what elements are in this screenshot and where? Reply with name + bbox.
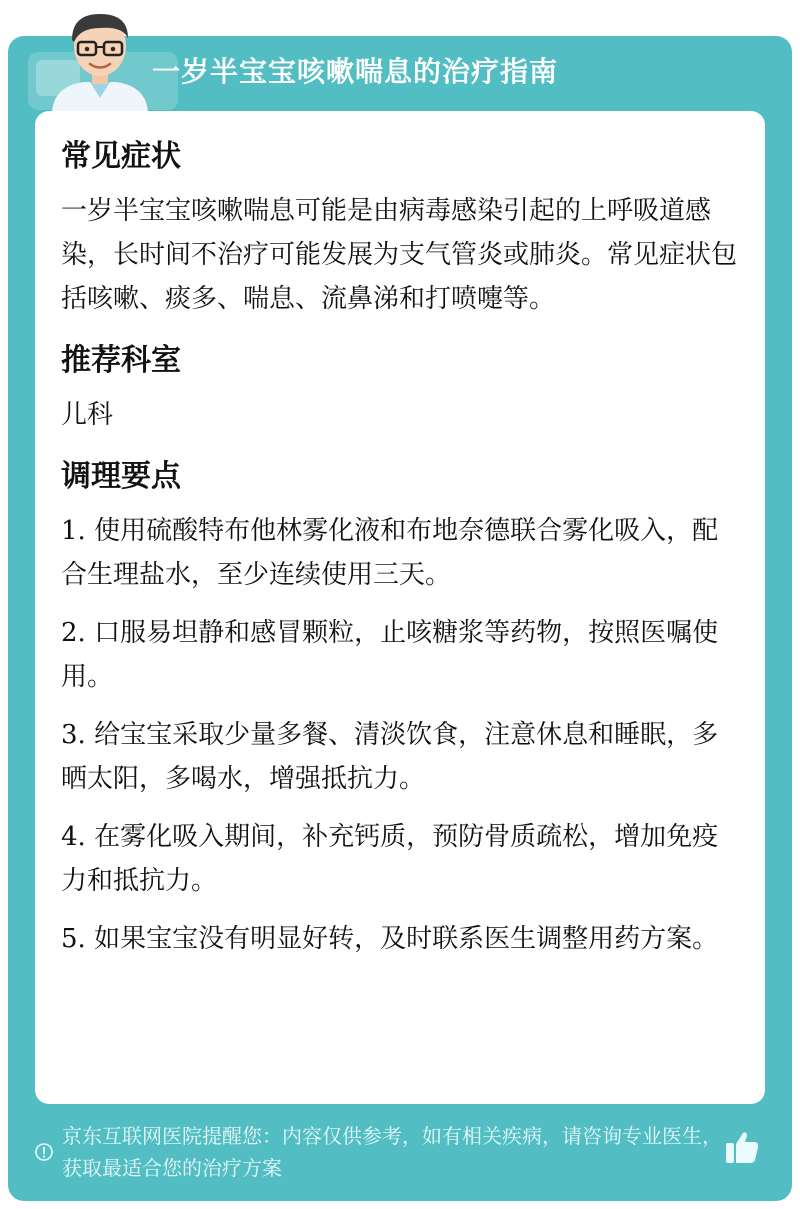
- care-item-text: 如果宝宝没有明显好转，及时联系医生调整用药方案。: [85, 924, 719, 954]
- department-title: 推荐科室: [61, 343, 181, 378]
- care-item-number: 1.: [61, 516, 86, 546]
- care-item-text: 口服易坦静和感冒颗粒，止咳糖浆等药物，按照医嘱使用。: [61, 618, 719, 692]
- content-card: [35, 111, 765, 1104]
- care-item-number: 5.: [61, 924, 86, 954]
- care-item-5: [61, 917, 739, 961]
- care-title: 调理要点: [61, 459, 181, 494]
- thumbs-up-icon[interactable]: [722, 1127, 762, 1167]
- care-item-2: [61, 611, 739, 699]
- care-item-4: [61, 815, 739, 903]
- doctor-avatar: [44, 6, 156, 112]
- care-item-1: [61, 509, 739, 597]
- page-title: 一岁半宝宝咳嗽喘息的治疗指南: [152, 55, 559, 88]
- care-item-text: 在雾化吸入期间，补充钙质，预防骨质疏松，增加免疫力和抵抗力。: [61, 822, 719, 896]
- disclaimer-text: 京东互联网医院提醒您：内容仅供参考，如有相关疾病，请咨询专业医生，获取最适合您的治疗方案: [62, 1124, 722, 1180]
- care-item-text: 使用硫酸特布他林雾化液和布地奈德联合雾化吸入，配合生理盐水，至少连续使用三天。: [61, 516, 719, 590]
- care-item-3: [61, 713, 739, 801]
- department-body: 儿科: [61, 400, 114, 430]
- info-icon: [34, 1142, 54, 1162]
- care-item-number: 4.: [61, 822, 86, 852]
- care-item-text: 给宝宝采取少量多餐、清淡饮食，注意休息和睡眠，多晒太阳，多喝水，增强抵抗力。: [61, 720, 719, 794]
- footer-disclaimer: [34, 1120, 734, 1184]
- care-item-number: 2.: [61, 618, 86, 648]
- care-item-number: 3.: [61, 720, 86, 750]
- symptoms-title: 常见症状: [61, 139, 181, 174]
- symptoms-body: 一岁半宝宝咳嗽喘息可能是由病毒感染引起的上呼吸道感染，长时间不治疗可能发展为支气管炎或肺炎。常见症状包括咳嗽、痰多、喘息、流鼻涕和打喷嚏等。: [61, 196, 738, 314]
